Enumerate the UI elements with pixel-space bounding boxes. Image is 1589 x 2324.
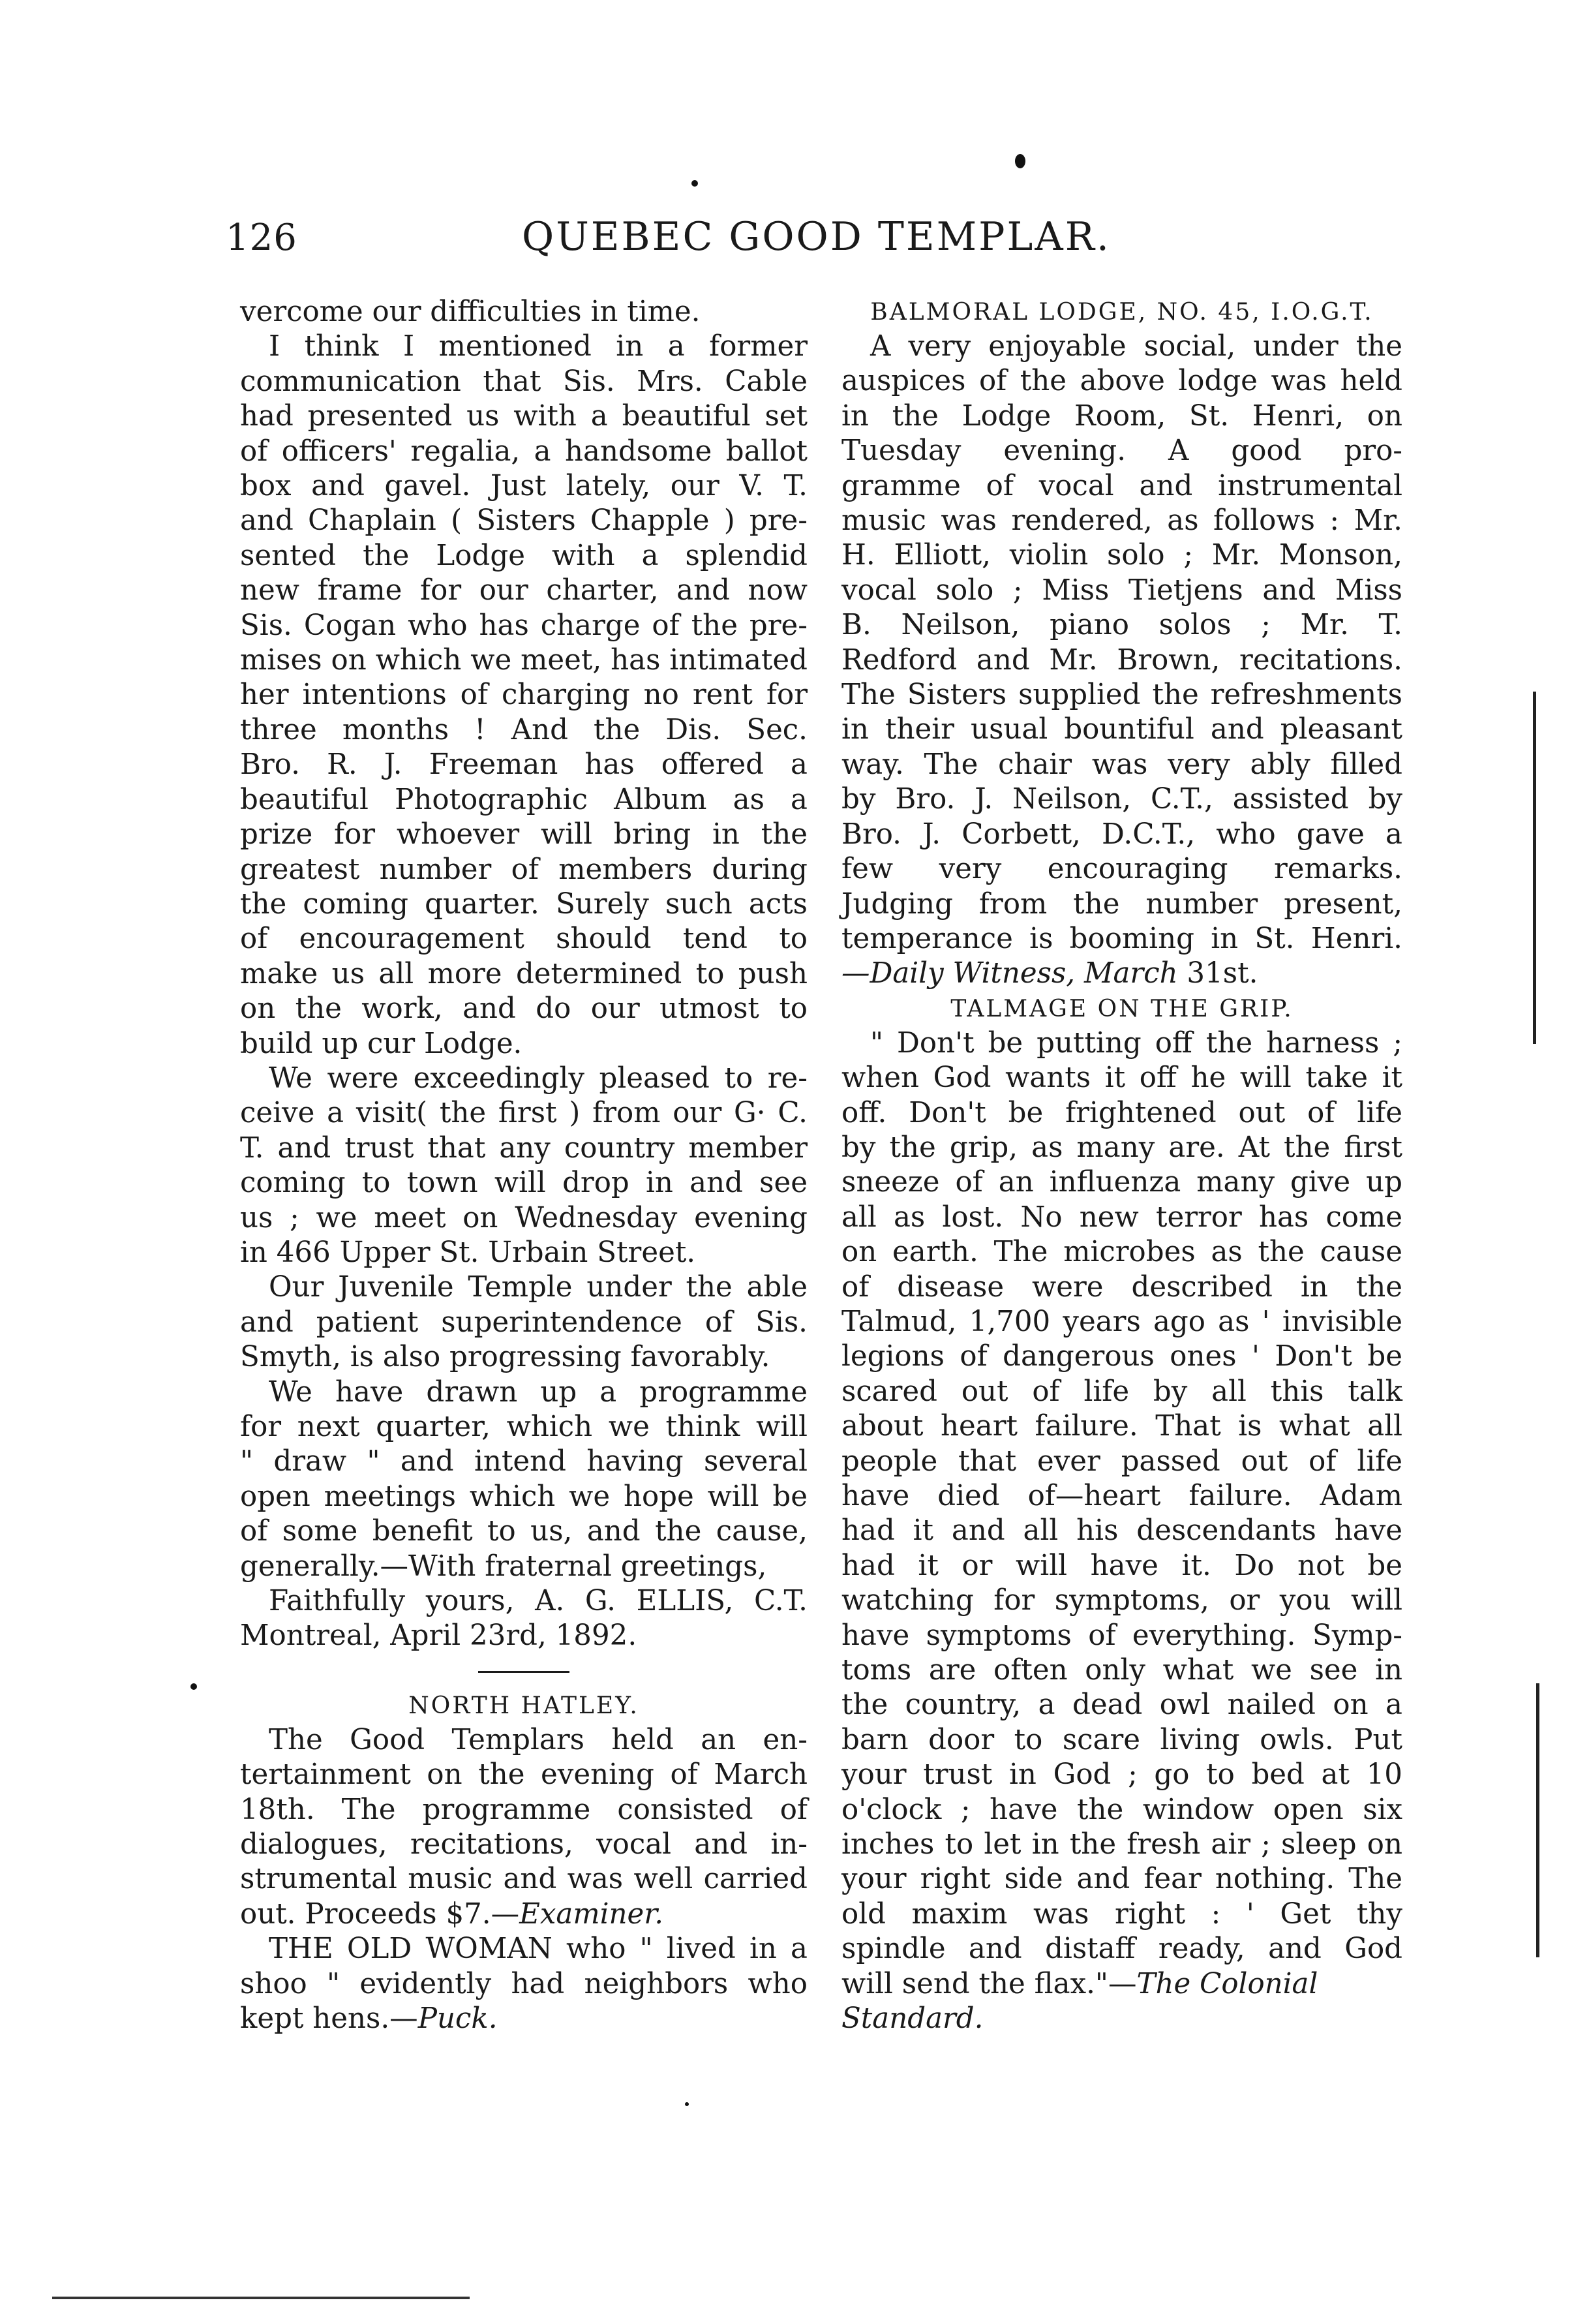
text-line: " Don't be putting off the harness ;	[870, 1026, 1402, 1060]
text-line: watching for symptoms, or you will	[841, 1584, 1402, 1617]
text-line: old maxim was right : ' Get thy	[841, 1897, 1402, 1931]
text-line: had presented us with a beautiful set	[240, 400, 808, 433]
text-line: have symptoms of everything. Symp-	[841, 1619, 1402, 1652]
text-line: us ; we meet on Wednesday evening	[240, 1201, 808, 1234]
text-line: on earth. The microbes as the cause	[841, 1236, 1402, 1269]
left-para-5	[240, 1375, 808, 1584]
bottom-edge-line	[52, 2297, 470, 2299]
text-line: Smyth, is also progressing favorably.	[240, 1341, 770, 1374]
source-citation: Puck.	[417, 2002, 498, 2036]
text-line: " draw " and intend having several	[240, 1445, 808, 1478]
source-colonial-standard: Standard.	[841, 2002, 984, 2036]
text-line: beautiful Photographic Album as a	[240, 783, 808, 816]
text-line: greatest number of members during	[240, 853, 808, 886]
text-line: the coming quarter. Surely such acts	[240, 887, 808, 921]
left-para-7	[240, 1723, 808, 1932]
left-column	[240, 295, 808, 2037]
text-line: mises on which we meet, has intimated	[240, 644, 808, 677]
text-line: B. Neilson, piano solos ; Mr. T.	[841, 609, 1402, 642]
text-line: sented the Lodge with a splendid	[240, 539, 808, 572]
text-line: inches to let in the fresh air ; sleep on	[841, 1828, 1402, 1861]
text-line: Bro. J. Corbett, D.C.T., who gave a	[841, 818, 1402, 851]
text-line: o'clock ; have the window open six	[841, 1793, 1402, 1826]
page-edge-shadow	[1536, 1683, 1539, 1957]
text-line: Faithfully yours, A. G. ELLIS, C.T.	[269, 1585, 808, 1618]
text-line: build up cur Lodge.	[240, 1027, 522, 1060]
running-title: QUEBEC GOOD TEMPLAR.	[522, 214, 1111, 260]
text-line: off. Don't be frightened out of life	[841, 1096, 1402, 1129]
text-line: way. The chair was very ably filled	[841, 748, 1402, 781]
text-line: of disease were described in the	[841, 1270, 1402, 1304]
text-line: barn door to scare living owls. Put	[841, 1723, 1402, 1756]
text-line: and patient superintendence of Sis.	[240, 1306, 808, 1339]
text-line: 18th. The programme consisted of	[240, 1793, 808, 1826]
text-line: sneeze of an influenza many give up	[841, 1166, 1402, 1199]
left-para-2	[240, 329, 808, 1062]
text-line: The Sisters supplied the refreshments	[841, 679, 1402, 712]
text-line: THE OLD WOMAN who " lived in a	[269, 1933, 808, 1966]
right-column	[841, 295, 1402, 2037]
text-line: A very enjoyable social, under the	[870, 330, 1402, 363]
left-para-4	[240, 1270, 808, 1375]
text-line: of officers' regalia, a handsome ballot	[240, 435, 808, 468]
ink-speck	[190, 1683, 197, 1690]
text-line: on the work, and do our utmost to	[240, 992, 808, 1026]
right-para-1-source	[841, 956, 1402, 991]
ink-speck	[685, 2102, 689, 2106]
text-line: in their usual bountiful and pleasant	[841, 713, 1402, 746]
text-line: Judging from the number present,	[841, 887, 1402, 921]
right-para-2	[841, 1026, 1402, 2002]
text-line: of encouragement should tend to	[240, 923, 808, 956]
text-line: H. Elliott, violin solo ; Mr. Monson,	[841, 539, 1402, 572]
source-citation: The Colonial	[1136, 1967, 1318, 2000]
text-line: music was rendered, as follows : Mr.	[841, 504, 1402, 538]
text-line: I think I mentioned in a former	[269, 330, 808, 363]
right-para-2-source-cont	[841, 2002, 1402, 2036]
text-line: three months ! And the Dis. Sec.	[240, 713, 808, 746]
text-line: people that ever passed out of life	[841, 1445, 1402, 1478]
text-line: box and gavel. Just lately, our V. T.	[240, 470, 808, 503]
left-signature	[240, 1584, 808, 1654]
source-date: 31st.	[1187, 957, 1258, 990]
text-line: for next quarter, which we think will	[240, 1411, 808, 1443]
source-daily-witness: —Daily Witness, March	[841, 957, 1178, 990]
talmage-heading: TALMAGE ON THE GRIP.	[950, 995, 1294, 1022]
text-line: by the grip, as many are. At the first	[841, 1131, 1402, 1164]
text-line: all as lost. No new terror has come	[841, 1200, 1402, 1234]
text-line: We were exceedingly pleased to re-	[269, 1062, 808, 1095]
text-line: communication that Sis. Mrs. Cable	[240, 365, 808, 398]
text-line: legions of dangerous ones ' Don't be	[841, 1340, 1402, 1373]
text-line: had it or will have it. Do not be	[841, 1549, 1402, 1582]
text-line: few very encouraging remarks.	[841, 853, 1402, 886]
text-line: in the Lodge Room, St. Henri, on	[841, 399, 1402, 433]
text-line: shoo " evidently had neighbors who	[240, 1967, 808, 2000]
text-line: Sis. Cogan who has charge of the pre-	[240, 609, 808, 642]
text-line: Montreal, April 23rd, 1892.	[240, 1619, 637, 1653]
text-line: We have drawn up a programme	[269, 1375, 808, 1409]
text-line: The Good Templars held an en-	[269, 1723, 808, 1756]
text-line: kept hens.—Puck.	[240, 2002, 498, 2036]
text-line: prize for whoever will bring in the	[240, 818, 808, 851]
text-line: Redford and Mr. Brown, recitations.	[841, 643, 1402, 677]
text-line: when God wants it off he will take it	[841, 1062, 1402, 1095]
text-line: the country, a dead owl nailed on a	[841, 1689, 1402, 1722]
text-line: vercome our difficulties in time.	[240, 296, 701, 328]
text-line: your trust in God ; go to bed at 10	[841, 1758, 1402, 1792]
text-line: had it and all his descendants have	[841, 1514, 1402, 1548]
north-hatley-heading: NORTH HATLEY.	[408, 1692, 639, 1719]
text-line: Our Juvenile Temple under the able	[269, 1271, 808, 1304]
text-line: ceive a visit( the first ) from our G· C.	[240, 1097, 808, 1130]
left-para-1	[240, 295, 808, 329]
text-line: open meetings which we hope will be	[240, 1480, 808, 1513]
text-line: dialogues, recitations, vocal and in-	[240, 1828, 808, 1861]
text-line: in 466 Upper St. Urbain Street.	[240, 1236, 696, 1269]
page-number: 126	[226, 217, 297, 259]
ink-speck	[691, 180, 698, 187]
text-line: new frame for our charter, and now	[240, 574, 808, 607]
text-line: her intentions of charging no rent for	[240, 679, 808, 712]
text-line: spindle and distaff ready, and God	[841, 1933, 1402, 1966]
source-citation: Examiner.	[519, 1897, 664, 1931]
text-line: Bro. R. J. Freeman has offered a	[240, 748, 808, 782]
text-line: Tuesday evening. A good pro-	[841, 435, 1402, 468]
text-line: temperance is booming in St. Henri.	[841, 922, 1402, 955]
text-line: vocal solo ; Miss Tietjens and Miss	[841, 573, 1402, 607]
ink-mark	[1015, 154, 1025, 168]
text-line: tertainment on the evening of March	[240, 1758, 808, 1792]
balmoral-heading: BALMORAL LODGE, NO. 45, I.O.G.T.	[870, 299, 1374, 326]
text-line: strumental music and was well carried	[240, 1863, 808, 1896]
text-line: and Chaplain ( Sisters Chapple ) pre-	[240, 504, 808, 538]
text-line: make us all more determined to push	[240, 957, 808, 990]
text-line: about heart failure. That is what all	[841, 1410, 1402, 1443]
text-line: have died of—heart failure. Adam	[841, 1480, 1402, 1512]
text-line: of some benefit to us, and the cause,	[240, 1515, 808, 1548]
text-line: generally.—With fraternal greetings,	[240, 1550, 767, 1583]
left-para-8	[240, 1932, 808, 2036]
section-rule	[478, 1671, 569, 1673]
text-line: scared out of life by all this talk	[841, 1375, 1402, 1408]
text-line: by Bro. J. Neilson, C.T., assisted by	[841, 783, 1402, 816]
text-line: T. and trust that any country member	[240, 1131, 808, 1165]
text-line: gramme of vocal and instrumental	[841, 469, 1402, 502]
left-para-3	[240, 1062, 808, 1270]
text-line: will send the flax."—The Colonial	[841, 1967, 1318, 2000]
right-para-1	[841, 329, 1402, 956]
text-line: coming to town will drop in and see	[240, 1167, 808, 1200]
page-edge-shadow	[1533, 692, 1536, 1044]
text-line: Talmud, 1,700 years ago as ' invisible	[841, 1305, 1402, 1338]
text-line: auspices of the above lodge was held	[841, 365, 1402, 398]
text-line: toms are often only what we see in	[841, 1654, 1402, 1687]
text-line: out. Proceeds $7.—Examiner.	[240, 1897, 664, 1931]
text-line: your right side and fear nothing. The	[841, 1863, 1402, 1896]
